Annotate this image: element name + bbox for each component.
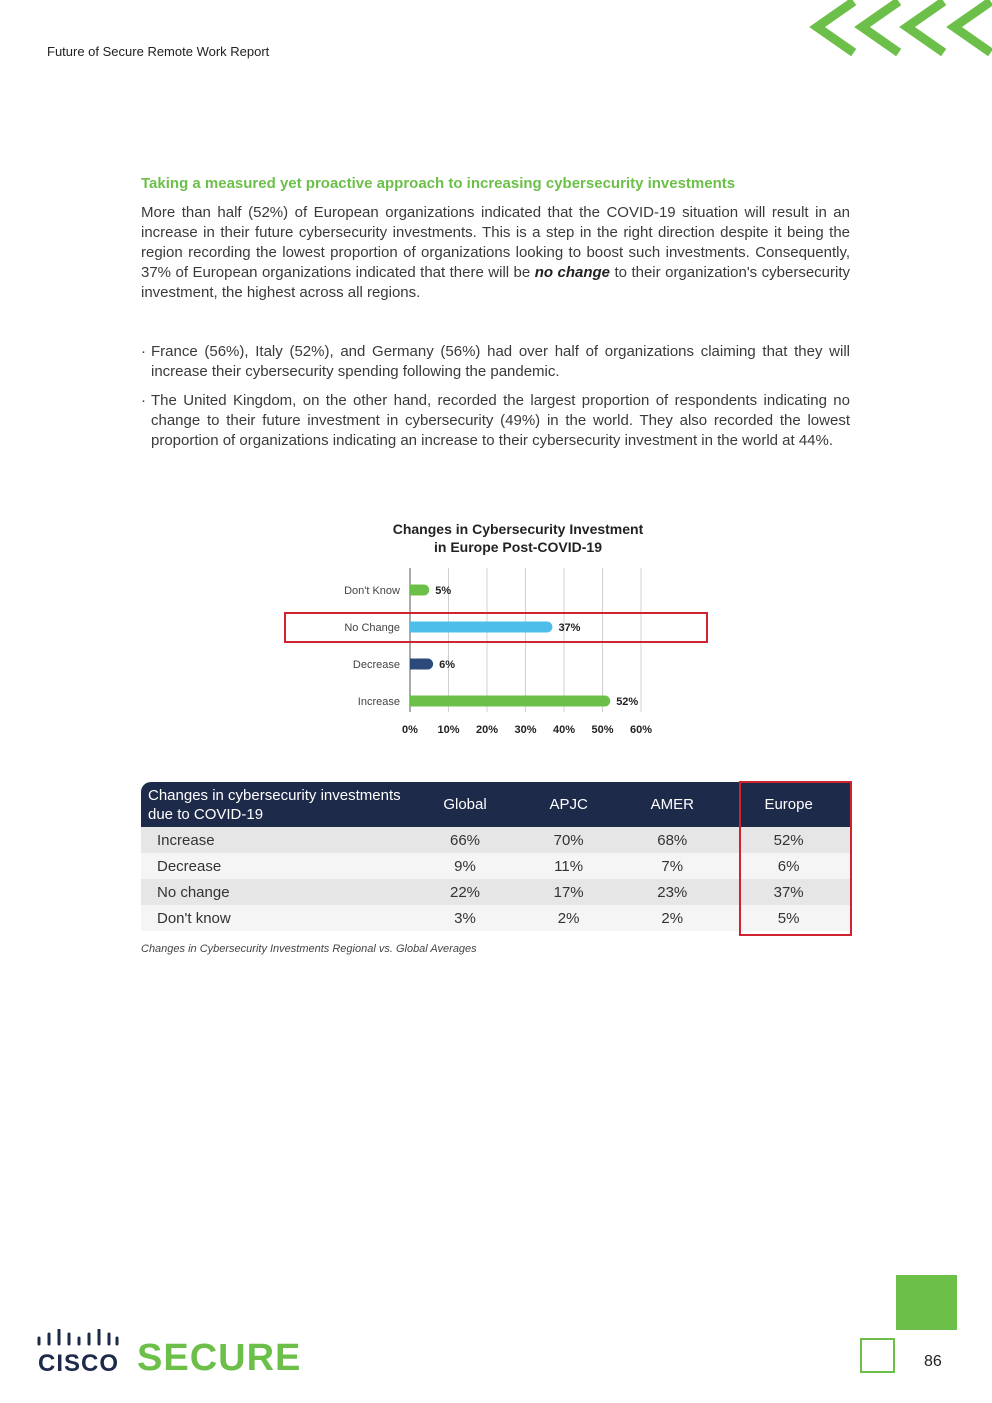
chart-tick-label: 40% [552,724,576,736]
bullet-dot: · [141,343,146,360]
green-square-decoration [896,1275,957,1330]
column-header-apjc: APJC [520,782,617,827]
chart-tick-label: 20% [475,724,499,736]
row-label: Increase [141,827,410,853]
chart-tick-label: 60% [629,724,653,736]
cell-value: 2% [520,905,617,931]
bullet-text: France (56%), Italy (52%), and Germany (56%) had over half of organizations claiming that they will increase their cybersecurity spending following the pandemic. [151,343,850,380]
chart-tick-label: 30% [514,724,537,736]
cisco-logo-text: CISCO [38,1350,120,1377]
chart-tick-label: 10% [437,724,460,736]
chart-data-label: 52% [616,696,639,708]
outline-square-decoration [860,1338,895,1373]
chart-bar-base [410,696,416,707]
intro-text-part2: to their organization's cybersecurity investment, the highest across all regions. [141,264,851,301]
chart-bar [410,622,552,633]
cell-value: 23% [617,879,727,905]
chart-category-label: Decrease [352,659,400,671]
chart-data-label: 6% [439,659,456,671]
chart-bar-base [410,622,416,633]
cell-value: 2% [617,905,727,931]
chart-tick-label: 0% [402,724,418,736]
cell-value: 52% [727,827,850,853]
row-label: No change [141,879,410,905]
column-header-global: Global [410,782,520,827]
section-heading: Taking a measured yet proactive approach to increasing cybersecurity investments [141,175,736,192]
cell-value: 66% [410,827,520,853]
secure-logo-text: SECURE [137,1337,302,1379]
row-label: Don't know [141,905,410,931]
table-header-label: Changes in cybersecurity investments due to COVID-19 [141,782,410,827]
column-header-europe: Europe [727,782,850,827]
cell-value: 70% [520,827,617,853]
cell-value: 6% [727,853,850,879]
chart-title-line1: Changes in Cybersecurity Investment [392,521,644,537]
cell-value: 11% [520,853,617,879]
cell-value: 17% [520,879,617,905]
chevron-decoration-icon [805,0,992,60]
page-number: 86 [924,1353,942,1370]
bullet-item [141,391,850,451]
intro-text-part1: More than half (52%) of European organizations indicated that the COVID-19 situation will result in an increase in their future cybersecurity investments. This is a step in the right direction despite it being the region recording the lowest proportion of organizations looking to boost such investments. Consequently, 37% of European organizations indicated that there will be [141,204,850,281]
chart-category-label: No Change [344,622,400,634]
bar-chart [280,560,720,740]
intro-emphasis: no change [534,264,611,281]
cell-value: 5% [727,905,850,931]
column-header-amer: AMER [617,782,727,827]
intro-paragraph [141,203,850,303]
cell-value: 9% [410,853,520,879]
bullet-dot: · [141,392,146,409]
row-label: Decrease [141,853,410,879]
bullet-item [141,342,850,382]
chart-data-label: 5% [435,585,452,597]
table-caption: Changes in Cybersecurity Investments Regional vs. Global Averages [141,943,477,955]
page-header-title: Future of Secure Remote Work Report [47,44,270,59]
chart-tick-label: 50% [591,724,614,736]
cisco-logo-bars-icon [36,1329,120,1349]
chart-category-label: Don't Know [344,585,400,597]
chart-bar [410,696,610,707]
chart-category-label: Increase [357,696,400,708]
europe-column-highlight [739,781,852,936]
bullet-text: The United Kingdom, on the other hand, recorded the largest proportion of respondents indicating no change to their future investment in cybersecurity (49%) in the world. They also recorded the lowest proportion of organizations indicating an increase to their cybersecurity investment in the world at 44%. [151,392,850,449]
cell-value: 7% [617,853,727,879]
cell-value: 37% [727,879,850,905]
chart-title-line2: in Europe Post-COVID-19 [433,539,603,555]
cell-value: 3% [410,905,520,931]
cell-value: 22% [410,879,520,905]
chart-data-label: 37% [558,622,581,634]
chart-bar-base [410,659,416,670]
chart-bar-base [410,585,416,596]
cell-value: 68% [617,827,727,853]
